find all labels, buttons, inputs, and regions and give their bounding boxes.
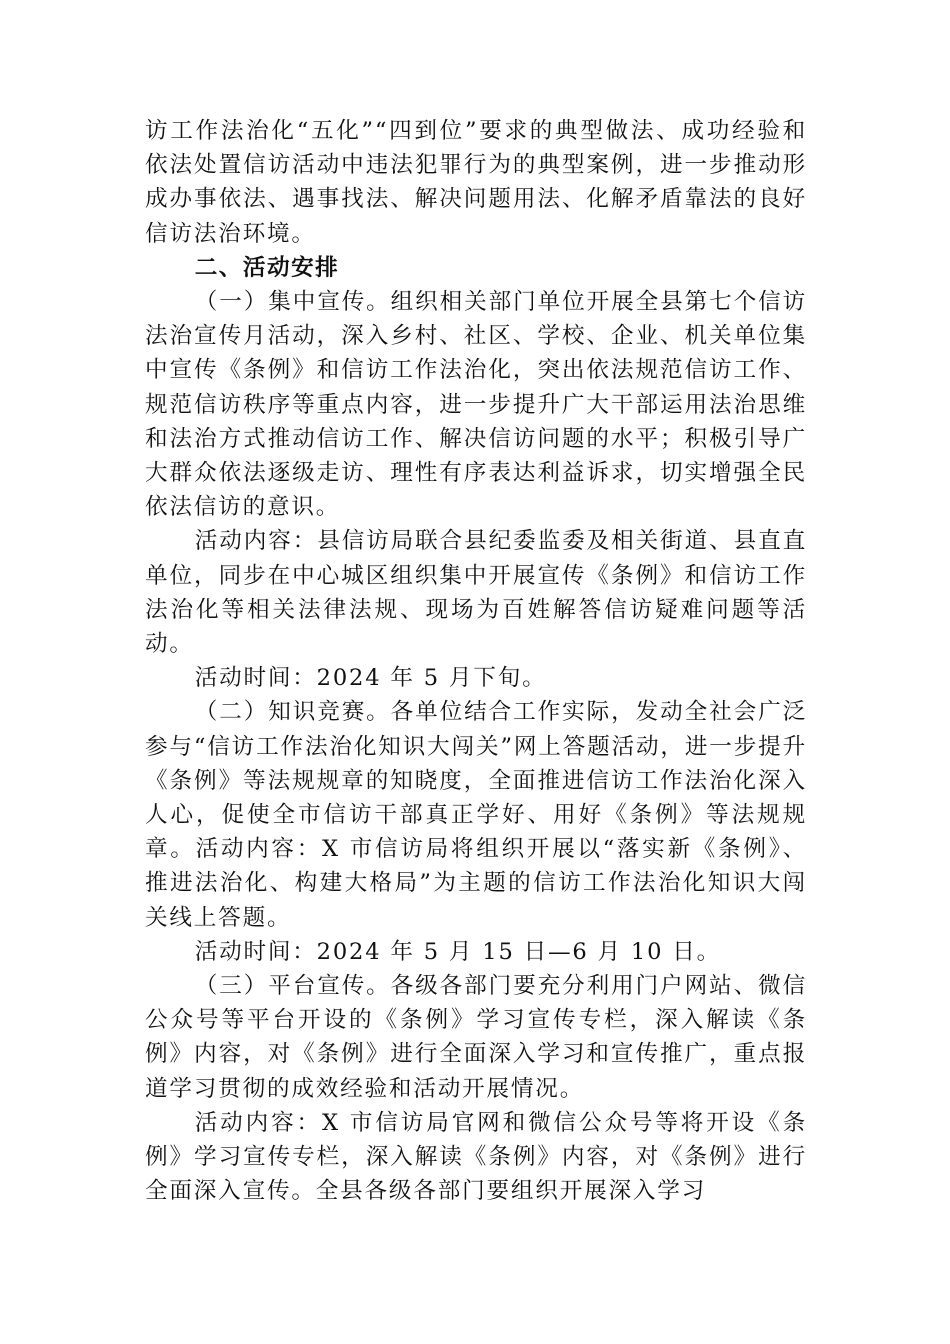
body-paragraph: （一）集中宣传。组织相关部门单位开展全县第七个信访法治宣传月活动，深入乡村、社区、学校、企业、机关单位集中宣传《条例》和信访工作法治化，突出依法规范信访工作、规范信访秩序等重点内容，进一步提升广大干部运用法治思维和法治方式推动信访工作、解决信访问题的水平；积极引导广大群众依法逐级走访、理性有序表达利益诉求，切实增强全民依法信访的意识。 [145,289,807,521]
body-paragraph: （三）平台宣传。各级各部门要充分利用门户网站、微信公众号等平台开设的《条例》学习宣传专栏，深入解读《条例》内容，对《条例》进行全面深入学习和宣传推广，重点报道学习贯彻的成效经验和活动开展情况。 [145,973,807,1102]
section-heading: 二、活动安排 [194,254,340,281]
body-paragraph: （二）知识竞赛。各单位结合工作实际，发动全社会广泛参与“信访工作法治化知识大闯关”网上答题活动，进一步提升《条例》等法规规章的知晓度，全面推进信访工作法治化深入人心，促使全市信访干部真正学好、用好《条例》等法规规章。活动内容：X 市信访局将组织开展以“落实新《条例》、推进法治化、构建大格局”为主题的信访工作法治化知识大闯关线上答题。 [145,699,807,931]
body-paragraph: 活动时间：2024 年 5 月 15 日—6 月 10 日。 [194,938,722,965]
body-paragraph: 活动内容：X 市信访局官网和微信公众号等将开设《条例》学习宣传专栏，深入解读《条例》内容，对《条例》进行全面深入宣传。全县各级各部门要组织开展深入学习 [145,1109,807,1205]
body-paragraph: 访工作法治化“五化”“四到位”要求的典型做法、成功经验和依法处置信访活动中违法犯罪行为的典型案例，进一步推动形成办事依法、遇事找法、解决问题用法、化解矛盾靠法的良好信访法治环境。 [145,118,807,247]
document-page [145,114,807,1209]
body-paragraph: 活动时间：2024 年 5 月下旬。 [194,665,547,692]
body-paragraph: 活动内容：县信访局联合县纪委监委及相关街道、县直直单位，同步在中心城区组织集中开展宣传《条例》和信访工作法治化等相关法律法规、现场为百姓解答信访疑难问题等活动。 [145,528,807,658]
